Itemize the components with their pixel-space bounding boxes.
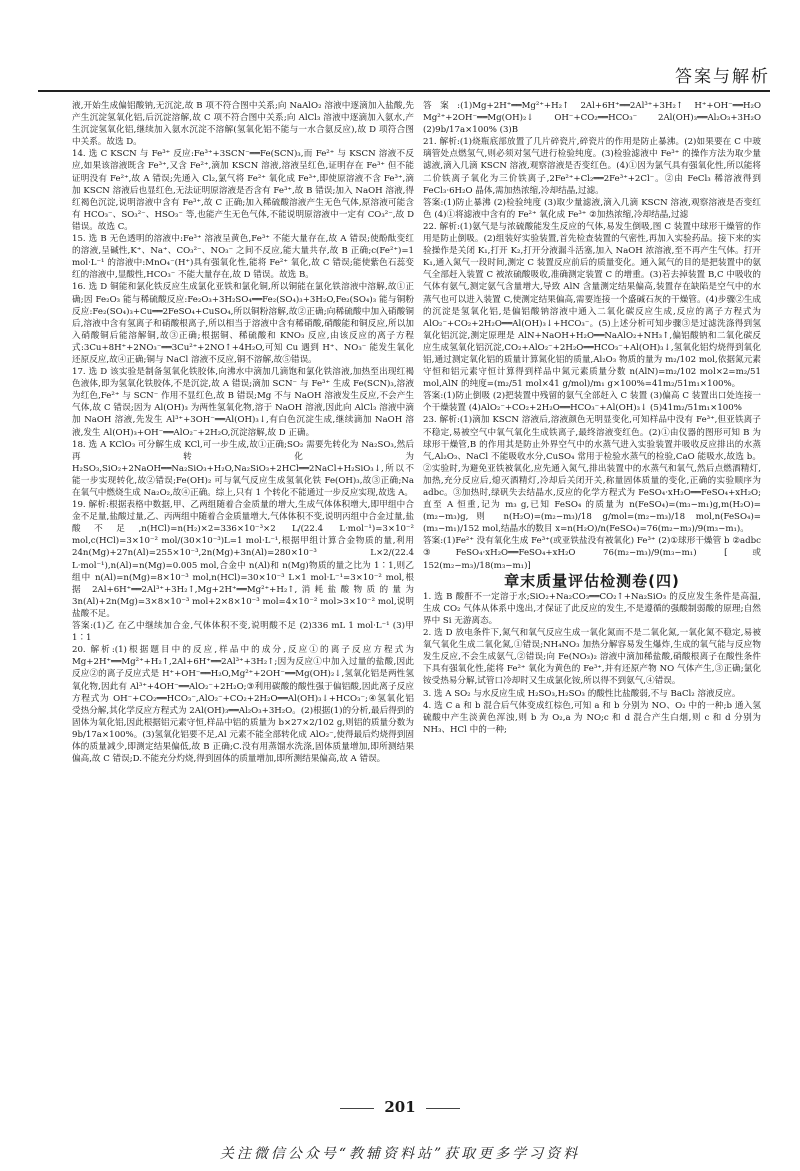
answer-14: 14. 选 C KSCN 与 Fe³⁺ 反应:Fe³⁺+3SCN⁻══Fe(SCN)₃,而 Fe²⁺ 与 KSCN 溶液不反应,如果该溶液既含 Fe³⁺,又含 Fe²⁺,滴加 KSCN 溶液,溶液呈红色,证明存在 Fe³⁺ 但不能证明没有 Fe²⁺,故 A 错误;先通入 Cl₂,氯气将 Fe²⁺ 氧化成 Fe³⁺,即使原溶液不含 Fe³⁺,滴加 KSCN 溶液后也显红色,无法证明原溶液是否含有 Fe³⁺,故 B 错误;加入 NaOH 溶液,得红褐色沉淀,说明溶液中含有 Fe³⁺,故 C 正确;加入稀硫酸溶液产生无色气体,原溶液可能含有 HCO₃⁻、SO₃²⁻、HSO₃⁻ 等,也能产生无色气体,不能说明原溶液中一定有 CO₃²⁻,故 D 错误。故选 C。 — [72, 149, 414, 232]
answer-17: 17. 选 D 该实验是制备氢氧化铁胶体,向沸水中滴加几滴饱和氯化铁溶液,加热至出现红褐色液体,即为氢氧化铁胶体,不是沉淀,故 A 错误;滴加 SCN⁻ 与 Fe³⁺ 生成 Fe(SCN)₃,溶液为红色,Fe²⁺ 与 SCN⁻ 作用不显红色,故 B 错误;Mg 不与 NaOH 溶液发生反应,不会产生气体,故 C 错误;因为 Al(OH)₃ 为两性氢氧化物,溶于 NaOH 溶液,因此向 AlCl₃ 溶液中滴加 NaOH 溶液,先发生 Al³⁺+3OH⁻══Al(OH)₃↓,有白色沉淀生成,继续滴加 NaOH 溶液,发生 Al(OH)₃+OH⁻══AlO₂⁻+2H₂O,沉淀溶解,故 D 正确。 — [72, 367, 414, 438]
test-answer-3: 3. 选 A SO₂ 与水反应生成 H₂SO₃,H₂SO₃ 的酸性比盐酸弱,不与 BaCl₂ 溶液反应。 — [423, 688, 741, 699]
answer-21-key: 答案:(1)防止暴沸 (2)检验纯度 (3)取少量滤液,滴入几滴 KSCN 溶液,观察溶液是否变红色 (4)①将滤液中含有的 Fe²⁺ 氧化成 Fe³⁺ ②加热浓缩,冷却结晶,过滤 — [423, 197, 761, 220]
answer-22-analysis: 22. 解析:(1)氨气是与浓硫酸能发生反应的气体,易发生倒吸,图 C 装置中球形干燥管的作用是防止倒吸。(2)组装好实验装置,首先检查装置的气密性,再加入实验药品。接下来的实验操作是关闭 K₁,打开 K₂,打开分液漏斗活塞,加入 NaOH 浓溶液,至不再产生气体。打开 K₁,通入氮气一段时间,测定 C 装置反应前后的质量变化。通入氮气的目的是把装置中的氨气全部赶入装置 C 被浓硫酸吸收,准确测定装置 C 的增重。(3)若去掉装置 B,C 中吸收的气体有氨气,测定氨气含量增大,导致 AlN 含量测定结果偏高,装置存在缺陷是空气中的水蒸气也可以进入装置 C,使测定结果偏高,需要连接一个盛碱石灰的干燥管。(4)步骤②生成的沉淀是氢氧化铝,是偏铝酸钠溶液中通入二氧化碳反应生成,反应的离子方程式为 AlO₂⁻+CO₂+2H₂O══Al(OH)₃↓+HCO₃⁻。(5)上述分析可知步骤③是过滤洗涤得到氢氧化铝沉淀,测定原理是 AlN+NaOH+H₂O══NaAlO₂+NH₃↑,偏铝酸钠和二氧化碳反应生成氢氧化铝沉淀,CO₂+AlO₂⁻+2H₂O══HCO₃⁻+Al(OH)₃↓,氢氧化铝灼烧得到氧化铝,通过测定氧化铝的质量计算氮化铝的质量,Al₂O₃ 物质的量为 m₂/102 mol,依据氮元素守恒和铝元素守恒计算得到样品中氮元素质量分数 n(AlN)=m₂/102 mol×2=m₂/51 mol,AlN 的纯度=(m₂/51 mol×41 g/mol)/m₁ g×100%=41m₂/51m₁×100%。 — [423, 221, 761, 390]
test-answer-2: 2. 选 D 放电条件下,氮气和氧气反应生成一氧化氮而不是二氧化氮,一氧化氮不稳定,易被氧气氧化生成二氧化氮,①错误;NH₄NO₃ 加热分解容易发生爆炸,生成的氧气能与反应物发生反应,不会生成氨气,②错误;向 Fe(NO₃)₂ 溶液中滴加稀盐酸,硝酸根离子在酸性条件下具有强氧化性,能将 Fe²⁺ 氧化为黄色的 Fe³⁺,并有还原产物 NO 气体产生,③正确;氯化铵受热易分解,试管口冷却时又生成氯化铵,所以得不到氨气,④错误。 — [423, 628, 761, 687]
page-number — [0, 1098, 800, 1116]
answer-19-key: 答案:(1)乙 在乙中继续加合金,气体体积不变,说明酸不足 (2)336 mL 1 mol·L⁻¹ (3)甲 1∶1 — [72, 621, 414, 644]
answer-16: 16. 选 D 铜能和氯化铁反应生成氯化亚铁和氯化铜,所以铜能在氯化铁溶液中溶解,故①正确;因 Fe₂O₃ 能与稀硫酸反应:Fe₂O₃+3H₂SO₄══Fe₂(SO₄)₃+3H₂O,Fe₂(SO₄)₃ 能与铜粉反应:Fe₂(SO₄)₃+Cu══2FeSO₄+CuSO₄,所以铜粉溶解,故②正确;向稀硫酸中加入硝酸铜后,溶液中含有氢离子和硝酸根离子,所以相当于溶液中含有稀硝酸,硝酸能和铜反应,所以加入硝酸铜后能溶解铜,故③正确;根据铜、稀硫酸和 KNO₃ 反应,由该反应的离子方程式:3Cu+8H⁺+2NO₃⁻══3Cu²⁺+2NO↑+4H₂O,可知 Cu 遇到 H⁺、NO₃⁻ 能发生氧化还原反应,故④正确;铜与 NaCl 溶液不反应,铜不溶解,故⑤错误。 — [72, 282, 414, 365]
answer-23-analysis: 23. 解析:(1)滴加 KSCN 溶液后,溶液颜色无明显变化,可知样品中没有 Fe³⁺,但亚铁离子不稳定,易被空气中氧气氧化生成铁离子,最终溶液变红色。(2)①由仪器的图形可知 B 为球形干燥管,B 的作用其是防止外界空气中的水蒸气进入实验装置并吸收反应排出的水蒸气,Al₂O₃、NaCl 不能吸收水分,CuSO₄ 常用于检验水蒸气的检验,CaO 能吸水,故选 b。②实验时,为避免亚铁被氧化,应先通入氮气,排出装置中的水蒸气和氧气,然后点燃酒精灯,加热,充分反应后,熄灭酒精灯,冷却后关闭开关,称量固体质量的变化,正确的实验顺序为 adbc。③加热时,绿矾失去结晶水,反应的化学方程式为 FeSO₄·xH₂O══FeSO₄+xH₂O;直至 A 恒重,记为 m₃ g,已知 FeSO₄ 的质量为 n(FeSO₄)=(m₃−m₁)g,m(H₂O)=(m₂−m₃)g,则 n(H₂O)=(m₂−m₃)/18 g/mol=(m₂−m₃)/18 mol,n(FeSO₄)=(m₃−m₁)/152 mol,结晶水的数目 x=n(H₂O)/n(FeSO₄)=76(m₂−m₃)/9(m₃−m₁)。 — [423, 415, 761, 535]
page-number-rule-right — [426, 1108, 460, 1109]
answer-20-analysis: 20. 解析:(1)根据题目中的反应,样品中的成分,反应①的离子反应方程式为 Mg+2H⁺══Mg²⁺+H₂↑,2Al+6H⁺══2Al³⁺+3H₂↑;因为反应①中加入过量的盐酸,因此反应②的离子反应式是 H⁺+OH⁻══H₂O,Mg²⁺+2OH⁻══Mg(OH)₂↓,氢氧化铝是两性氢氧化物,因此有 Al³⁺+4OH⁻══AlO₂⁻+2H₂O;③利用碳酸的酸性强于偏铝酸,因此离子反应方程式为 OH⁻+CO₂══HCO₃⁻,AlO₂⁻+CO₂+2H₂O══Al(OH)₃↓+HCO₃⁻;④氢氧化铝受热分解,其化学反应方程式为 2Al(OH)₃══Al₂O₃+3H₂O。(2)根据(1)的分析,最后得到的固体为氧化铝,因此根据铝元素守恒,样品中铝的质量为 b×27×2/102 g,则铝的质量分数为 9b/17a×100%。(3)氢氧化铝要不足,Al 元素不能全部转化成 AlO₂⁻,使得最后灼烧得到固体的质量减少,即测定结果偏低,故 B 正确;C.没有用蒸馏水洗涤,固体质量增加,即所测结果偏高,故 C 错误;D.不能充分灼烧,得到固体的质量增加,即所测结果偏高,故 A 错误。 — [72, 645, 414, 765]
page-number-value: 201 — [384, 1098, 416, 1116]
right-column — [423, 100, 761, 1020]
answer-20-key: 答案:(1)Mg+2H⁺══Mg²⁺+H₂↑ 2Al+6H⁺══2Al³⁺+3H₂↑ H⁺+OH⁻══H₂O Mg²⁺+2OH⁻══Mg(OH)₂↓ OH⁻+CO₂══HCO₃⁻ 2Al(OH)₃══Al₂O₃+3H₂O (2)9b/17a×100% (3)B — [423, 101, 761, 136]
footer-note: 关注微信公众号“教辅资料站”获取更多学习资料 — [219, 1146, 581, 1162]
answer-22-key: 答案:(1)防止倒吸 (2)把装置中残留的氨气全部赶入 C 装置 (3)偏高 C 装置出口处连接一个干燥装置 (4)AlO₂⁻+CO₂+2H₂O══HCO₃⁻+Al(OH)₃↓ (5)41m₂/51m₁×100% — [423, 391, 761, 414]
answer-19-analysis: 19. 解析:根据表格中数据,甲、乙两组随着合金质量的增大,生成气体体积增大,即甲组中合金不足量,盐酸过量,乙、丙两组中随着合金质量增大,气体体积不变,说明丙组中合金过量,盐酸不足,n(HCl)=n(H₂)×2=336×10⁻³×2 L/(22.4 L·mol⁻¹)=3×10⁻² mol,c(HCl)=3×10⁻² mol/(30×10⁻³)L=1 mol·L⁻¹,根据甲组计算合金物质的量,利用 24n(Mg)+27n(Al)=255×10⁻³,2n(Mg)+3n(Al)=280×10⁻³ L×2/(22.4 L·mol⁻¹),n(Al)=n(Mg)=0.005 mol,合金中 n(Al)和 n(Mg)物质的量之比为 1∶1,则乙组中 n(Al)=n(Mg)=8×10⁻³ mol,n(HCl)=30×10⁻³ L×1 mol·L⁻¹=3×10⁻² mol,根据 2Al+6H⁺══2Al³⁺+3H₂↑,Mg+2H⁺══Mg²⁺+H₂↑,消耗盐酸物质的量为 3n(Al)+2n(Mg)=3×8×10⁻³ mol+2×8×10⁻³ mol=4×10⁻² mol>3×10⁻² mol,说明盐酸不足。 — [72, 500, 414, 619]
test-answer-1: 1. 选 B 酸酐不一定溶于水;SiO₂+Na₂CO₃══CO₂↑+Na₂SiO₃ 的反应发生条件是高温,生成 CO₂ 气体从体系中逸出,才保证了此反应的发生,不是遵循的强酸制弱酸的原理;自然界中 Si 无游离态。 — [423, 591, 761, 626]
header-title: 答案与解析 — [675, 67, 770, 87]
left-paragraph-1: 液,开始生成偏铝酸钠,无沉淀,故 B 项不符合图中关系;向 NaAlO₂ 溶液中逐滴加入盐酸,先产生沉淀氢氧化铝,后沉淀溶解,故 C 项不符合图中关系;向 AlCl₃ 溶液中逐滴加入氨水,产生沉淀氢氧化铝,继续加入氨水沉淀不溶解(氢氧化铝不能与一水合氨反应),故 D 项符合图中关系。故选 D。 — [72, 101, 414, 148]
answer-21-analysis: 21. 解析:(1)烧瓶底部放置了几片碎瓷片,碎瓷片的作用是防止暴沸。(2)如果要在 C 中玻璃管处点燃氢气,则必须对氢气进行检验纯度。(3)检验滤液中 Fe³⁺ 的操作方法为取少量滤液,滴入几滴 KSCN 溶液,观察溶液是否变红色。(4)①因为氯气具有强氧化性,所以能将二价铁离子氧化为三价铁离子,2Fe²⁺+Cl₂══2Fe³⁺+2Cl⁻。②由 FeCl₃ 稀溶液得到 FeCl₃·6H₂O 晶体,需加热浓缩,冷却结晶,过滤。 — [423, 137, 761, 196]
answer-15: 15. 选 B 无色透明的溶液中:Fe³⁺ 溶液呈黄色,Fe³⁺ 不能大量存在,故 A 错误;使酚酞变红的溶液,呈碱性,K⁺、Na⁺、CO₃²⁻、NO₃⁻ 之间不反应,能大量共存,故 B 正确;c(Fe²⁺)=1 mol·L⁻¹ 的溶液中:MnO₄⁻(H⁺)具有强氧化性,能将 Fe²⁺ 氧化,故 C 错误;能使紫色石蕊变红的溶液中,显酸性,HCO₃⁻ 不能大量存在,故 D 错误。故选 B。 — [72, 234, 414, 281]
page-header — [38, 60, 770, 92]
page-number-rule-left — [340, 1108, 374, 1109]
section-title: 章末质量评估检测卷(四) — [504, 571, 680, 590]
test-answer-4: 4. 选 C a 和 b 混合后气体变成红棕色,可知 a 和 b 分别为 NO、O₂ 中的一种;b 通入氢硫酸中产生淡黄色浑浊,则 b 为 O₂,a 为 NO;c 和 d 混合产生白烟,则 c 和 d 分别为 NH₃、HCl 中的一种; — [423, 700, 761, 735]
answer-23-key: 答案:(1)Fe²⁺ 没有氧化生成 Fe³⁺(或亚铁盐没有被氧化) Fe³⁺ (2)①球形干燥管 b ②adbc ③FeSO₄·xH₂O══FeSO₄+xH₂O 76(m₂−m₃)/9(m₃−m₁) [或152(m₂−m₃)/18(m₃−m₁)] — [423, 536, 761, 571]
left-column — [72, 100, 414, 1020]
answer-18: 18. 选 A KClO₃ 可分解生成 KCl,可一步生成,故①正确;SO₂ 需要先转化为 Na₂SO₃,然后再转化为 H₂SO₃,SiO₂+2NaOH══Na₂SiO₃+H₂O,Na₂SiO₃+2HCl══2NaCl+H₂SiO₃↓,所以不能一步实现转化,故②错误;Fe(OH)₂ 可与氧气反应生成氢氧化铁 Fe(OH)₃,故③正确;Na 在氧气中燃烧生成 Na₂O₂,故④正确。综上,只有 1 个转化不能通过一步反应实现,故选 A。 — [72, 439, 414, 498]
